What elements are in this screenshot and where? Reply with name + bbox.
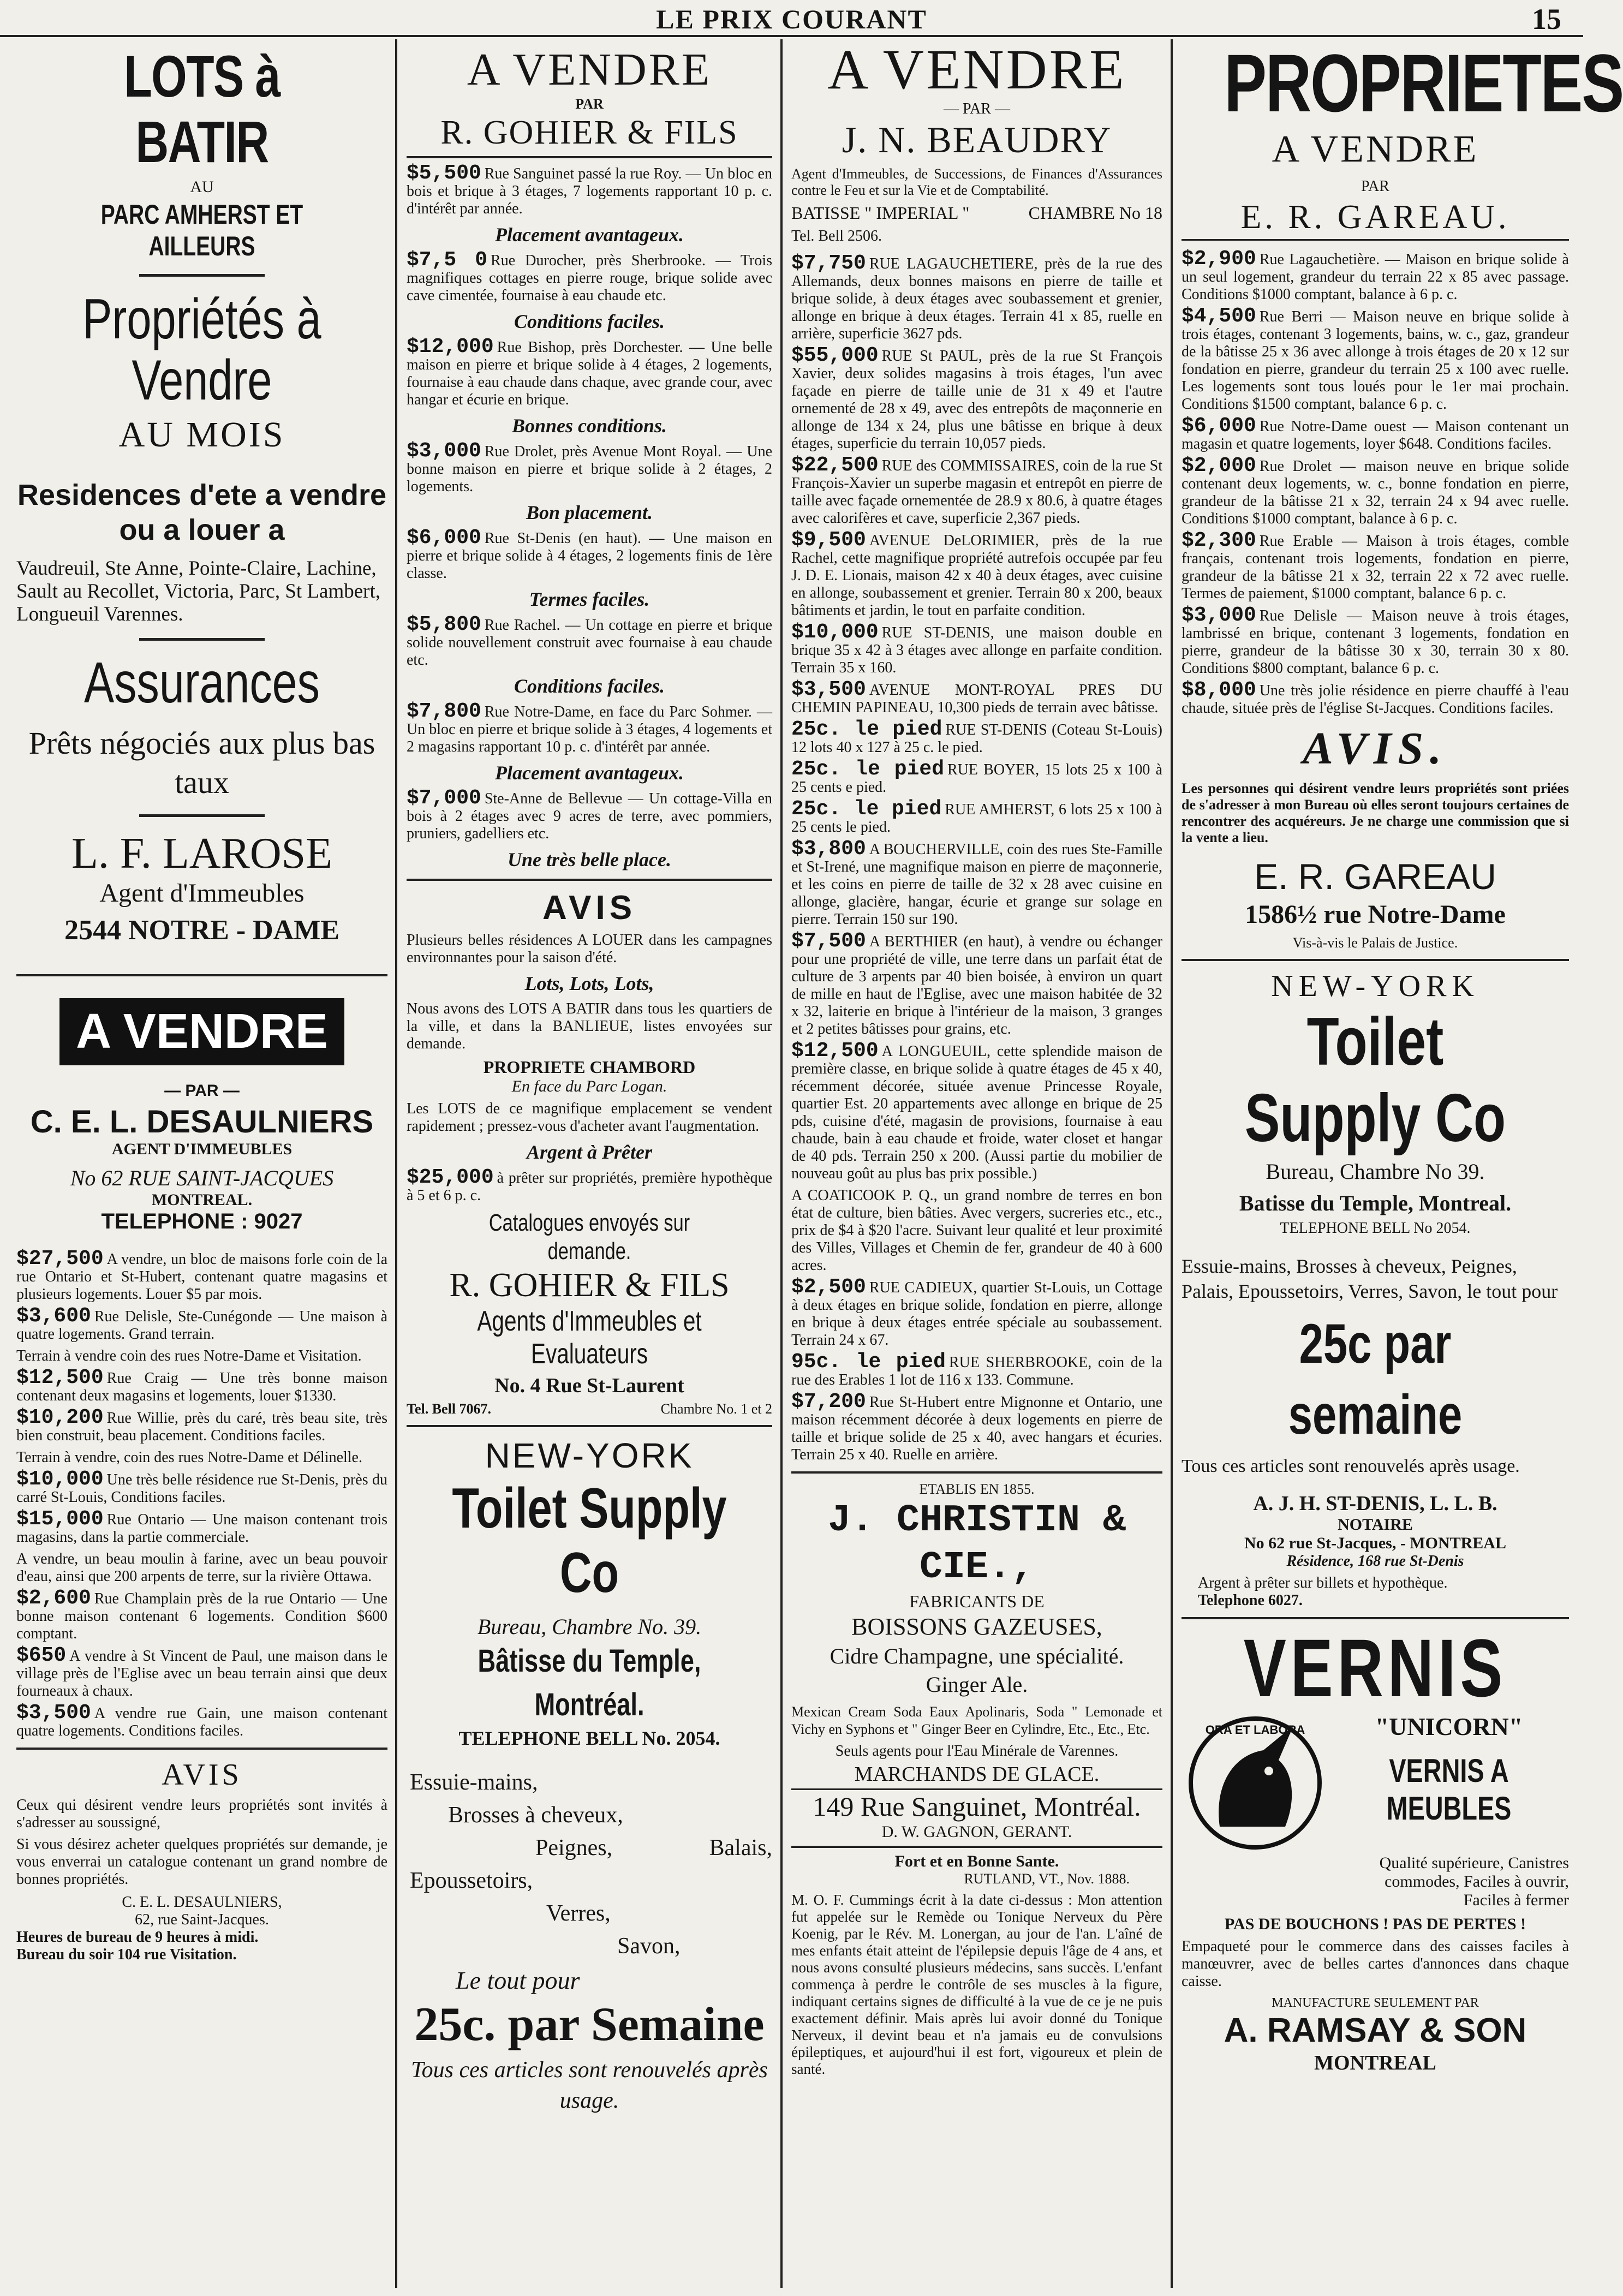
listing-text: Rue Berri — Maison neuve en brique solide à trois étages, contenant 3 logements, bains, w. c., gaz, grandeur de la bâtisse 25 x 36 avec allonge à trois étages de 20 x 12 sur fondation en pierre, grandeur du terrain 25 x 100 avec ruelle. Les logements sont tous loués pour le 1er mai prochain. Conditions $1500 comptant, balance 6 p. c. [1182,308,1569,413]
boissons-label: BOISSONS GAZEUSES, [851,1613,1102,1640]
listing [791,344,1162,452]
bureau-label: Bureau, Chambre No. 39. [477,1614,702,1639]
qualite-text: Qualité supérieure, Canistres commodes, Faciles à ouvrir, Faciles à fermer [1379,1854,1569,1909]
listing-text: Rue Ontario — Une maison contenant trois magasins, dans la partie commerciale. [16,1511,387,1546]
listing-price: 25c. le pied [791,797,942,821]
stdenis-name: A. J. H. ST-DENIS, L. L. B. [1253,1492,1497,1515]
par-label: — PAR — [164,1082,240,1100]
tel-label: Tel. Bell 7067. [407,1401,492,1417]
listings [16,1247,387,1740]
au-label: AU [190,178,214,196]
bouchons-text: PAS DE BOUCHONS ! PAS DE PERTES ! [1224,1915,1526,1933]
desaulniers-name: C. E. L. DESAULNIERS [30,1104,374,1140]
argent-label: Argent à prêter sur billets et hypothèque. [1198,1575,1448,1591]
listing-text: A LONGUEUIL, cette splendide maison de première classe, en brique solide à quatre étages de 45 x 40, récemment décorée, située avenue Princesse Royale, quartier Est. 20 appartements avec allonge en brique de 25 pds, cuisine d'été, magasin de provisions, fournaise à eau chaude, bain à eau chaude et froide, water closet et hangar de 40 pds. Terrain 250 x 200. (Aussi partie du mobilier de nouveau goût au plus bas prix possible.) [791,1043,1162,1182]
par-label: PAR [575,96,604,112]
supply-list: Essuie-mains, Brosses à cheveux, Peignes, Palais, Epoussetoirs, Verres, Savon, le tout pour [1182,1255,1558,1302]
lots-title: Lots, Lots, Lots, [524,973,654,994]
listing [407,526,772,582]
listing-price: 25c. le pied [791,718,942,741]
listing-text: Rue Erable — Maison à trois étages, comble français, contenant trois logements, fondation en pierre, grandeur de la bâtisse 21 x 32, terrain 22 x 72 avec ruelle. Termes de paiement, $1000 comptant, balance 6 p. c. [1182,533,1569,602]
listing-text: A COATICOOK P. Q., un grand nombre de terres en bon état de culture, bien bâties. Avec vergers, sucreries etc., etc., prix de $4 à $20 l'acre. Suivant leur qualité et leur proximité des Villes, Villages et Chemin de fer, grandeur de 40 à 600 acres. [791,1187,1162,1274]
listing-price: $6,000 [1182,414,1256,438]
residences-heading: Residences d'ete a vendre ou a louer a [17,479,387,546]
divider [139,814,265,817]
listing-text: Rue Willie, près du caré, très beau site, très bien construit, beau placement. Conditions faciles. [16,1410,387,1444]
listing-text: Rue Lagauchetière. — Maison en brique solide à un seul logement, grandeur du terrain 22 x 85 avec passage. Conditions $1000 comptant, balance à 6 p. c. [1182,251,1569,303]
bureau-label: Bureau, Chambre No 39. [1266,1159,1485,1184]
listing [407,786,772,843]
listing-price: 25c. le pied [791,758,944,781]
tel-label: Tel. Bell 2506. [791,228,882,244]
ramsay-name: A. RAMSAY & SON [1224,2012,1527,2049]
listing-price: $12,500 [791,1039,879,1063]
lots-text: Nous avons des LOTS A BATIR dans tous les quartiers de la ville, et dans la BANLIEUE, listes envoyées sur demande. [407,1000,772,1052]
listing-price: $10,000 [791,621,879,644]
places-list: Vaudreuil, Ste Anne, Pointe-Claire, Lachine, Sault au Recollet, Victoria, Parc, St Lambert, Longueuil Varennes. [16,557,381,625]
supply-item: Peignes, [535,1835,613,1860]
listing-price: $12,000 [407,335,494,359]
listing-text: A vendre, un beau moulin à farine, avec un beau pouvoir d'eau, ainsi que 200 arpents de terre, sur la rivière Ottawa. [16,1550,387,1585]
listing [16,1347,387,1365]
agent-label: AGENT D'IMMEUBLES [111,1140,293,1158]
listing [407,613,772,669]
listing [407,162,772,218]
listing [16,1587,387,1643]
listing-price: $3,000 [407,439,481,463]
listing [16,1644,387,1700]
gohier-title-2: R. GOHIER & FILS [449,1267,730,1304]
supply-list [407,1766,772,1963]
unicorn-emblem-icon [1182,1712,1329,1854]
listing-text: RUE AMHERST, 6 lots 25 x 100 à 25 cents le pied. [791,801,1162,836]
listing-text: RUE SHERBROOKE, coin de la rue des Erables 1 lot de 116 x 133. Commune. [791,1354,1162,1388]
listing [791,837,1162,928]
column-2 [401,39,778,2288]
listing [1182,678,1569,717]
listing [791,758,1162,796]
office-hours: Heures de bureau de 9 heures à midi. [16,1929,259,1946]
telephone-2: Telephone 6027. [1198,1592,1303,1609]
listing-text: Terrain à vendre coin des rues Notre-Dame et Visitation. [16,1347,362,1364]
stdenis-address: No 62 rue St-Jacques, - MONTREAL [1244,1534,1506,1552]
column-rule [1171,39,1173,2288]
supply-item: Verres, [546,1901,611,1926]
listing [1182,454,1569,528]
listing-text: Une très jolie résidence en pierre chauffé à l'eau chaude, située près de l'église St-Jacques. Conditions faciles. [1182,682,1569,717]
desaulniers-address: No 62 RUE SAINT-JACQUES [70,1166,334,1190]
listing-text: Une très belle résidence rue St-Denis, près du carré St-Louis, Conditions faciles. [16,1471,387,1506]
listing [791,1390,1162,1464]
chambord-sub: En face du Parc Logan. [511,1077,667,1095]
listing-text: RUE ST-DENIS (Coteau St-Louis) 12 lots 40 x 127 à 25 c. le pied. [791,721,1162,756]
par-semaine: 25c par semaine [1288,1313,1463,1446]
listing-terms: Placement avantageux. [495,224,684,246]
listing-price: $27,500 [16,1247,104,1271]
listing-text: Rue St-Hubert entre Mignonne et Ontario, une maison récemment décorée à deux logements en pierre de taille et brique solide de 25 x 40, avec hangars et écuries. Terrain 25 x 40. Ruelle en arrière. [791,1394,1162,1463]
page-number: 15 [1532,3,1561,35]
listing [407,439,772,496]
letter-text: M. O. F. Cummings écrit à la date ci-dessus : Mon attention fut appelée sur le Remède ou Tonique Nerveux du Père Koenig, par le Rév. M. Lonergan, au jour de l'an. L'aîné de mes enfants était atteint de l'épilepsie depuis l'âge de 4 ans, et nous avons consulté plusieurs médecins, sans succès. L'enfant commença à perdre le contrôle de ses muscles à la figure, indiquant certains signes de difficulté à la vue de ce je ne puis exactement définir. Mais après lui avoir donné du Tonique Nerveux, il devint beau et n'a jamais eu de convulsions épileptiques, et aujourd'hui il est fort, vigoureux et plein de santé. [791,1892,1162,2077]
listing [791,929,1162,1038]
listing-terms: Termes faciles. [529,588,650,610]
emblem-motto: ORA ET LABORA [1205,1723,1305,1737]
supply-item: Savon, [617,1934,681,1959]
listing-text: Terrain à vendre, coin des rues Notre-Dame et Délinelle. [16,1449,362,1466]
listing-terms: Conditions faciles. [514,311,665,332]
ramsay-city: MONTREAL [1314,2052,1436,2074]
listing [16,1406,387,1445]
listing [16,1550,387,1585]
listing-text: AVENUE DeLORIMIER, près de la rue Rachel, cette magnifique propriété autrefois occupée par feu J. D. E. Lionais, maison 42 x 40 à deux étages, avec cuisine en allonge, soubassement et grenier. Terrain 80 x 200, beaux bâtiments et jardin, le tout en parfaite condition. [791,532,1162,619]
masthead [0,0,1583,37]
listing-price: $55,000 [791,344,879,367]
listing [16,1468,387,1506]
column-rule [780,39,783,2288]
listing [791,454,1162,527]
listing-text: RUE St PAUL, près de la rue St François Xavier, deux solides magasins à trois étages, l'un avec façade en pierre de taille unie de 31 x 49 et l'autre ornementé de 28 x 49, avec des entrepôts de maçonnerie en allonge de 134 x 24, plus une bâtisse en brique à deux étages, superficie du terrain 10,057 pieds. [791,348,1162,452]
listing [407,700,772,756]
listing [16,1507,387,1546]
gohier-address: No. 4 Rue St-Laurent [494,1374,684,1397]
listings [1182,247,1569,717]
listing [791,1187,1162,1274]
listing-text: Rue Sanguinet passé la rue Roy. — Un bloc en bois et brique à 3 étages, 7 logements rapportant 10 p. c. d'intérêt par année. [407,165,772,217]
christin-title: J. CHRISTIN & CIE., [827,1499,1126,1589]
listing-text: A BERTHIER (en haut), à vendre ou échanger pour une propriété de ville, une terre dans un parfait état de culture de 3 arpents par 40 bien boisée, à environ un quart de mille en haut de l'Eglise, avec une maison habitée de 32 x 32, laiterie en brique à l'intérieur de la maison, 3 granges et 2 petites bâtisses pour grains, etc. [791,933,1162,1037]
listing-price: $3,800 [791,837,866,861]
renouveles-text: Tous ces articles sont renouvelés après usage. [1182,1456,1520,1476]
avis-title: AVIS [162,1758,242,1792]
proprietes-title: PROPRIETES [1224,37,1623,129]
city-label: MONTREAL. [151,1191,253,1209]
gohier-title: R. GOHIER & FILS [440,114,738,151]
listing-text: RUE des COMMISSAIRES, coin de la rue St François-Xavier un superbe magasin et entrepôt en pierre de taille avec façade ornementée de 28.9 x 80.6, à quatre étages avec calorifères et cave, superficie 2,367 pieds. [791,457,1162,527]
chambord-text: Les LOTS de ce magnifique emplacement se vendent rapidement ; pressez-vous d'acheter avant l'augmentation. [407,1100,772,1135]
listing-text: Rue Rachel. — Un cottage en pierre et brique solide nouvellement construit avec fournaise à eau chaude etc. [407,617,772,669]
listing [791,797,1162,836]
supply-item: Epoussetoirs, [410,1868,533,1893]
divider [139,274,265,277]
gareau-title: E. R. GAREAU. [1182,195,1569,241]
listing [791,621,1162,677]
larose-role: Agent d'Immeubles [99,879,305,908]
beaudry-title: J. N. BEAUDRY [842,119,1112,160]
listing-price: $12,500 [16,1366,104,1389]
listing-price: $8,000 [1182,678,1256,702]
listing-text: Rue Delisle — Maison neuve à trois étages, lambrissé en brique, contenant 3 logements, fondation en pierre, grandeur de la bâtisse 30 x 30, terrain 30 x 80. Conditions $800 comptant, balance 6 p. c. [1182,607,1569,677]
listing-text: A vendre rue Gain, une maison contenant quatre logements. Conditions faciles. [16,1705,387,1739]
avis-text: Les personnes qui désirent vendre leurs propriétés sont priées de s'adresser à mon Bureau où elles seront toujours certaines de rencontrer des acquéreurs. Je ne charge une commission que si la vente a lieu. [1182,780,1569,845]
listing-text: RUE CADIEUX, quartier St-Louis, un Cottage à deux étages en brique solide, fondation en pierre, allonge en brique à deux étages entrée spéciale au soubassement. Terrain 24 x 67. [791,1279,1162,1349]
column-rule [395,39,397,2288]
listing-price: 95c. le pied [791,1350,946,1374]
listing-price: $5,500 [407,162,481,185]
listing-text: Rue Craig — Une très bonne maison contenant deux magasins et logements, louer $1330. [16,1370,387,1404]
toilet-supply-title: Toilet Supply Co [1244,1004,1506,1156]
listing-text: A vendre, un bloc de maisons forle coin de la rue Ontario et St-Hubert, contenant quatre magasins et plusieurs logements. Louer $5 par mois. [16,1251,387,1303]
listing-price: $22,500 [791,454,879,477]
listing-text: RUE ST-DENIS, une maison double en brique 35 x 42 à 3 étages avec allonge en parfaite condition. Terrain 35 x 160. [791,624,1162,676]
listing-price: $10,200 [16,1406,104,1429]
listing-text: Rue St-Denis (en haut). — Une maison en pierre et brique solide à 4 étages, 2 logements finis de 1ère classe. [407,530,772,582]
cidre-label: Cidre Champagne, une spécialité. [830,1644,1124,1668]
listing [16,1366,387,1405]
listing [791,528,1162,619]
lots-title: LOTS à BATIR [124,43,280,175]
listing-price: $7,750 [791,252,866,275]
listing-text: Rue Delisle, Ste-Cunégonde — Une maison à quatre logements. Grand terrain. [16,1308,387,1343]
divider [1182,959,1569,961]
evening-office: Bureau du soir 104 rue Visitation. [16,1946,237,1963]
par-label: PAR [1361,178,1389,195]
chambre-label: CHAMBRE No 18 [1028,203,1162,223]
listing-terms: Bonnes conditions. [511,415,667,437]
listing-price: $3,600 [16,1304,91,1328]
prets-text: Prêts négociés aux plus bas taux [28,725,375,800]
listing-terms: Une très belle place. [508,849,671,870]
listing [791,252,1162,343]
tout-label: Le tout pour [456,1966,580,1994]
listing-price: $7,000 [407,786,481,810]
listing-text: RUE BOYER, 15 lots 25 x 100 à 25 cents e pied. [791,761,1162,796]
listing-price: $15,000 [16,1507,104,1531]
chambre-label: Chambre No. 1 et 2 [660,1401,772,1417]
listing-price: $2,500 [791,1275,866,1299]
listing [791,678,1162,717]
ginger-label: Ginger Ale. [926,1672,1028,1697]
listing [791,718,1162,756]
new-york-label: NEW-YORK [1271,969,1479,1003]
listing [407,335,772,409]
avis-text: Si vous désirez acheter quelques propriétés sur demande, je vous enverrai un catalogue contenant un grand nombre de bonnes propriétés. [16,1836,387,1888]
argent-text: à prêter sur propriétés, première hypothèque à 5 et 6 p. c. [407,1170,772,1204]
proprietes-title: Propriétés à Vendre [82,288,321,412]
listing-price: $25,000 [407,1166,494,1189]
listing-price: $10,000 [16,1468,104,1491]
vernis-title: VERNIS [1243,1622,1507,1714]
batisse-label: BATISSE " IMPERIAL " [791,203,970,223]
listings [407,162,772,871]
listing-price: $5,800 [407,613,481,636]
listing [16,1304,387,1343]
listing-price: $650 [16,1644,67,1667]
gerant-label: D. W. GAGNON, GERANT. [881,1823,1072,1841]
listing [1182,247,1569,303]
listing-price: $2,300 [1182,529,1256,552]
listing-text: Rue Durocher, près Sherbrooke. — Trois magnifiques cottages en pierre rouge, brique solide avec cave cimentée, fournaise à eau chaude etc. [407,252,772,304]
listings [791,252,1162,1464]
a-vendre-title: A VENDRE [827,38,1126,101]
divider [139,638,265,641]
listing-text: A BOUCHERVILLE, coin des rues Ste-Famille et St-Irené, une magnifique maison en pierre de maçonnerie, et les coins en pierre de taille de 32 x 28 avec cuisine en allonge, glacière, hangar, écurie et grange sur solage en pierre. Terrain 150 sur 190. [791,841,1162,928]
christin-address: 149 Rue Sanguinet, Montréal. [791,1788,1162,1823]
a-vendre-label: A VENDRE [1272,128,1479,170]
listing-text: Ste-Anne de Bellevue — Un cottage-Villa en bois à 2 étages avec 9 acres de terre, avec pommiers, pruniers, gadelliers etc. [407,790,772,842]
fort-title: Fort et en Bonne Sante. [894,1852,1059,1870]
supply-item: Brosses à cheveux, [448,1803,623,1828]
listing-price: $3,500 [16,1701,91,1725]
beaudry-desc: Agent d'Immeubles, de Successions, de Finances d'Assurances contre le Feu et sur la Vie et de Comptabilité. [791,166,1162,198]
supply-item: Balais, [709,1835,772,1860]
listing [1182,604,1569,677]
notaire-label: NOTAIRE [1338,1516,1413,1534]
listing [791,1275,1162,1349]
signature: C. E. L. DESAULNIERS, [122,1894,282,1911]
empaquete-text: Empaqueté pour le commerce dans des caisses faciles à manœuvrer, avec de belles cartes d'annonces dans chaque caisse. [1182,1938,1569,1990]
listing [16,1247,387,1303]
divider [16,1748,387,1750]
avis-title: AVIS [542,889,637,927]
toilet-supply-title: Toilet Supply Co [452,1477,727,1605]
listing [16,1449,387,1466]
listing-text: RUE LAGAUCHETIERE, près de la rue des Allemands, deux bonnes maisons en pierre de taille et brique solide, à deux étages avec soubassement et grenier, allonge en brique à deux étages. Terrain 41 x 85, ruelle en arrière, superficie 3627 pds. [791,255,1162,342]
new-york-label: NEW-YORK [485,1436,694,1475]
listing-terms: Conditions faciles. [514,675,665,697]
etablis-label: ETABLIS EN 1855. [919,1481,1035,1497]
listing-text: Rue Notre-Dame, en face du Parc Sohmer. — Un bloc en pierre et brique solide à 3 étages, 4 logements et 2 magasins rapportant 10 p. c. d'intérêt par année. [407,703,772,755]
residence-label: Résidence, 168 rue St-Denis [1286,1553,1464,1570]
avis-text: Plusieurs belles résidences A LOUER dans les campagnes environnantes pour la saison d'été. [407,932,772,966]
gareau-name: E. R. GAREAU [1254,856,1496,897]
batisse-label: Bâtisse du Temple, Montréal. [478,1643,701,1722]
divider [407,156,772,158]
listing-text: Rue Drolet, près Avenue Mont Royal. — Une bonne maison en pierre et brique solide à 2 étages, 2 logements. [407,443,772,495]
divider [791,1846,1162,1848]
listing-text: Rue Drolet — maison neuve en brique solide contenant deux logements, w. c., bonne fondation en pierre, grandeur de la bâtisse 21 x 32, terrain 24 x 94 avec ruelle. Conditions $1000 comptant, balance à 6 p. c. [1182,458,1569,527]
assurances-title: Assurances [84,651,320,715]
signature-address: 62, rue Saint-Jacques. [135,1911,269,1928]
listing-terms: Placement avantageux. [495,762,684,784]
vis-label: Vis-à-vis le Palais de Justice. [1292,935,1458,951]
manufacture-label: MANUFACTURE SEULEMENT PAR [1272,1996,1479,2010]
avis-title: AVIS. [1302,723,1448,774]
listing [1182,305,1569,413]
unicorn-label: "UNICORN" [1375,1713,1523,1740]
listing [791,1350,1162,1389]
listing-text: AVENUE MONT-ROYAL PRES DU CHEMIN PAPINEAU, 10,300 pieds de terrain avec bâtisse. [791,682,1162,716]
listing-text: Rue Bishop, près Dorchester. — Une belle maison en pierre et brique solide à 4 étages, 2 logements, fournaise à eau chaude dans chaque, avec grande cour, avec hangar et écurie en brique. [407,339,772,408]
rutland-label: RUTLAND, VT., Nov. 1888. [964,1871,1130,1887]
listing-text: Rue Notre-Dame ouest — Maison contenant un magasin et quatre logements, loyer $648. Conditions faciles. [1182,418,1569,452]
listing-price: $2,600 [16,1587,91,1610]
listing [1182,414,1569,453]
listing-price: $3,000 [1182,604,1256,627]
divider [791,1471,1162,1474]
larose-address: 2544 NOTRE - DAME [64,915,340,946]
telephone-label: TELEPHONE : 9027 [101,1209,303,1233]
listing [1182,529,1569,603]
listing-price: $2,900 [1182,247,1256,271]
listing-text: A vendre à St Vincent de Paul, une maison dans le village près de l'Eglise avec un beau terrain ainsi que deux fourneaux à chaux. [16,1648,387,1699]
divider [16,974,387,976]
listing-price: $3,500 [791,678,866,701]
fabricants-label: FABRICANTS DE [909,1591,1045,1611]
listing [791,1039,1162,1183]
au-mois: AU MOIS [118,415,285,455]
divider [1182,1617,1569,1619]
listing-price: $6,000 [407,526,481,550]
listing-price: $7,800 [407,700,481,723]
par-label: — PAR — [944,100,1010,117]
column-3 [786,39,1168,2288]
listing-price: $2,000 [1182,454,1256,478]
divider [407,1425,772,1427]
a-vendre-banner: A VENDRE [59,998,344,1065]
batisse-label: Batisse du Temple, Montreal. [1239,1191,1512,1215]
catalogues-text: Catalogues envoyés sur demande. [488,1209,690,1265]
listing [407,248,772,305]
masthead-title: LE PRIX COURANT [656,4,927,34]
supply-item: Essuie-mains, [410,1770,538,1795]
listing-text: Rue Champlain près de la rue Ontario — Une bonne maison contenant 6 logements. Condition $600 comptant. [16,1590,387,1642]
telephone-label: TELEPHONE BELL No. 2054. [458,1727,720,1749]
listing-terms: Bon placement. [526,502,653,523]
telephone-label: TELEPHONE BELL No 2054. [1280,1220,1471,1237]
listing-price: $9,500 [791,528,866,552]
chambord-title: PROPRIETE CHAMBORD [483,1057,696,1077]
listing-price: $7,500 [791,929,866,953]
vernis-meubles: VERNIS A MEUBLES [1386,1752,1512,1827]
divider [407,879,772,881]
parc-label: PARC AMHERST ET AILLEURS [100,199,303,261]
glace-label: MARCHANDS DE GLACE. [854,1763,1100,1786]
listing [16,1701,387,1740]
a-vendre-title: A VENDRE [467,44,712,95]
column-4 [1176,37,1623,2288]
listing-price: $7,200 [791,1390,866,1414]
larose-name: L. F. LAROSE [71,830,333,878]
renouveles-text: Tous ces articles sont renouvelés après usage. [411,2058,768,2113]
listing-price: $4,500 [1182,305,1256,328]
gohier-role: Agents d'Immeubles et Evaluateurs [477,1305,702,1370]
gareau-address: 1586½ rue Notre-Dame [1245,900,1506,929]
agents-label: Seuls agents pour l'Eau Minérale de Varennes. [835,1743,1119,1760]
listing-price: $7,5 0 [407,248,488,272]
avis-text: Ceux qui désirent vendre leurs propriétés sont invités à s'adresser au soussigné, [16,1797,387,1831]
par-semaine: 25c. par Semaine [414,1998,765,2051]
argent-title: Argent à Prêter [527,1141,652,1163]
column-1 [11,39,393,2288]
products-list: Mexican Cream Soda Eaux Apolinaris, Soda " Lemonade et Vichy en Syphons et " Ginger Beer en Cylindre, Etc., Etc., Etc. [791,1704,1162,1737]
